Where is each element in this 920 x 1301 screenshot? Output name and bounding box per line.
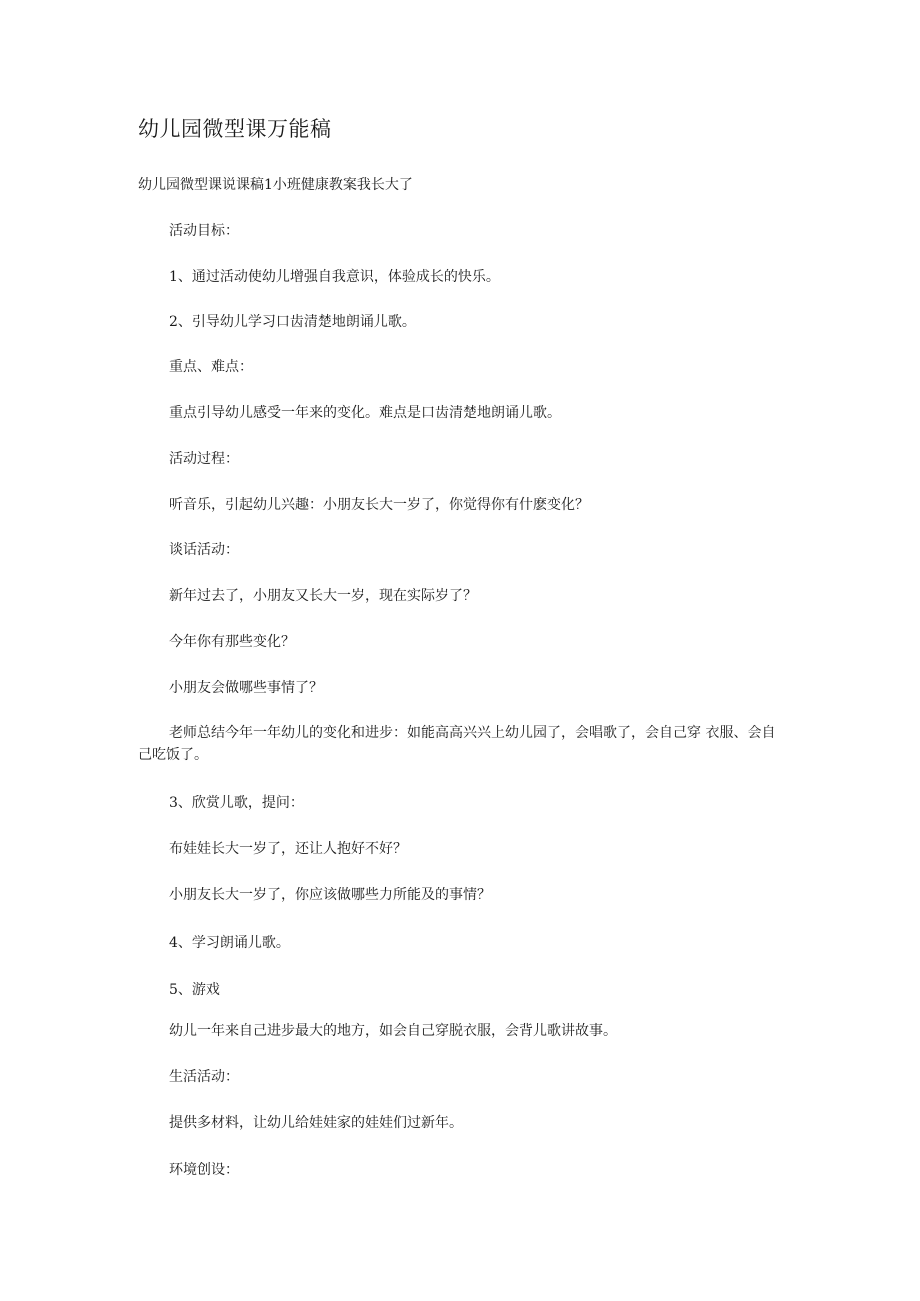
paragraph: 重点引导幼儿感受一年来的变化。难点是口齿清楚地朗诵儿歌。 [169,405,561,421]
paragraph: 4、学习朗诵儿歌。 [169,935,290,951]
paragraph: 小朋友会做哪些事情了？ [169,680,323,696]
paragraph: 环境创设： [169,1162,239,1178]
paragraph-subtitle: 幼儿园微型课说课稿1小班健康教案我长大了 [138,177,413,193]
paragraph: 3、欣赏儿歌，提问： [169,795,304,811]
paragraph: 听音乐，引起幼儿兴趣：小朋友长大一岁了，你觉得你有什麽变化？ [169,497,589,513]
paragraph: 提供多材料，让幼儿给娃娃家的娃娃们过新年。 [169,1115,463,1131]
paragraph: 活动目标： [169,223,239,239]
paragraph: 5、游戏 [169,982,220,998]
paragraph-multiline: 老师总结今年一年幼儿的变化和进步：如能高高兴兴上幼儿园了，会唱歌了，会自己穿 衣服、会自己吃饭了。 [138,725,776,763]
paragraph: 谈话活动： [169,542,239,558]
paragraph: 重点、难点： [169,359,253,375]
paragraph: 活动过程： [169,451,239,467]
paragraph: 布娃娃长大一岁了，还让人抱好不好？ [169,841,407,857]
paragraph: 小朋友长大一岁了，你应该做哪些力所能及的事情？ [169,887,491,903]
paragraph: 生活活动： [169,1069,239,1085]
paragraph: 2、引导幼儿学习口齿清楚地朗诵儿歌。 [169,314,416,330]
paragraph: 新年过去了，小朋友又长大一岁，现在实际岁了？ [169,588,477,604]
paragraph: 幼儿一年来自己进步最大的地方，如会自己穿脱衣服，会背儿歌讲故事。 [169,1023,617,1039]
document-title: 幼儿园微型课万能稿 [138,117,332,141]
paragraph: 1、通过活动使幼儿增强自我意识，体验成长的快乐。 [169,269,500,285]
paragraph: 今年你有那些变化？ [169,634,295,650]
